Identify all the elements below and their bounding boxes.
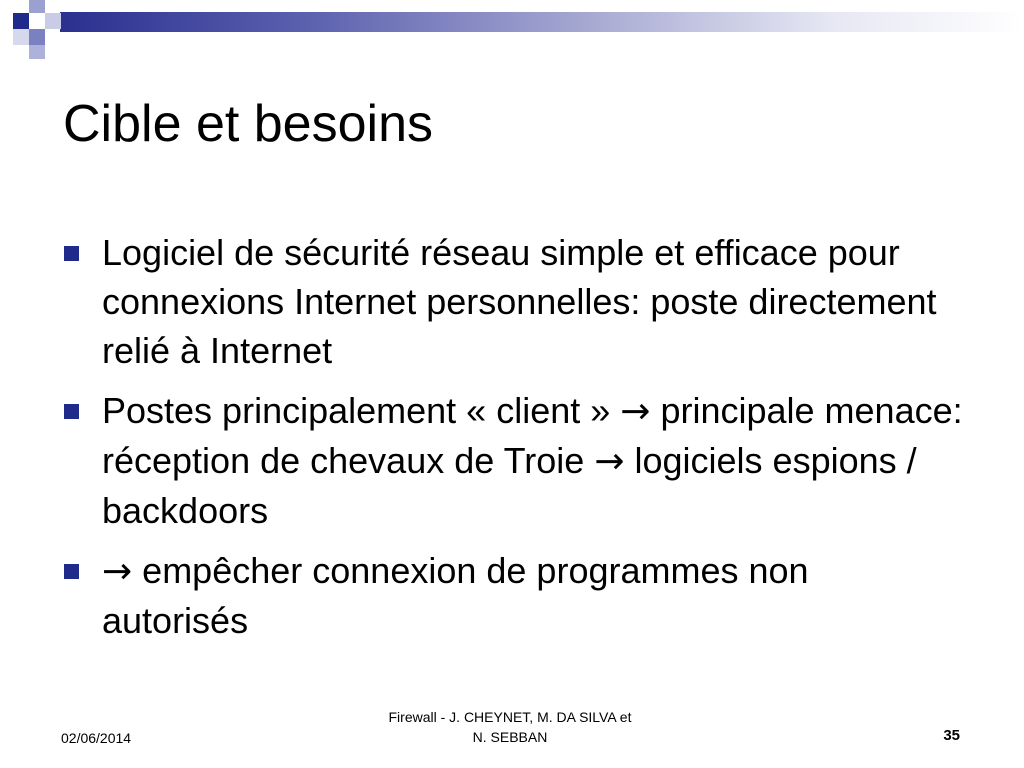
footer-credit-line: Firewall - J. CHEYNET, M. DA SILVA et [388, 709, 632, 725]
bullet-text: empêcher connexion de programmes non autorisés [102, 550, 809, 641]
footer-credit-line: N. SEBBAN [472, 729, 548, 745]
right-arrow-icon: → [620, 391, 651, 432]
bullet-text: Logiciel de sécurité réseau simple et efficace pour connexions Internet personnelles: poste directement relié à Internet [102, 232, 937, 371]
decor-square [29, 45, 45, 59]
square-bullet-icon [64, 246, 79, 261]
square-bullet-icon [64, 564, 79, 579]
footer-date: 02/06/2014 [61, 730, 132, 746]
bullet-item [64, 228, 964, 375]
bullet-text: principale menace: réception de chevaux de Troie [102, 390, 963, 481]
decor-square [29, 0, 45, 13]
right-arrow-icon: → [594, 441, 625, 482]
bullet-text: logiciels espions / backdoors [102, 440, 917, 531]
right-arrow-icon: → [102, 551, 133, 592]
decor-square [13, 13, 29, 29]
slide-title: Cible et besoins [63, 95, 433, 153]
decor-square [45, 13, 61, 29]
bullet-item [64, 546, 964, 645]
bullet-list [64, 228, 964, 656]
decor-square [29, 29, 45, 45]
bullet-item [64, 386, 964, 535]
page-number: 35 [943, 727, 960, 744]
footer-credit [360, 707, 660, 747]
header-decoration [0, 0, 1024, 60]
square-bullet-icon [64, 404, 79, 419]
header-gradient-bar [60, 12, 1024, 32]
bullet-text: Postes principalement « client » [102, 390, 621, 431]
decor-square [13, 29, 29, 45]
